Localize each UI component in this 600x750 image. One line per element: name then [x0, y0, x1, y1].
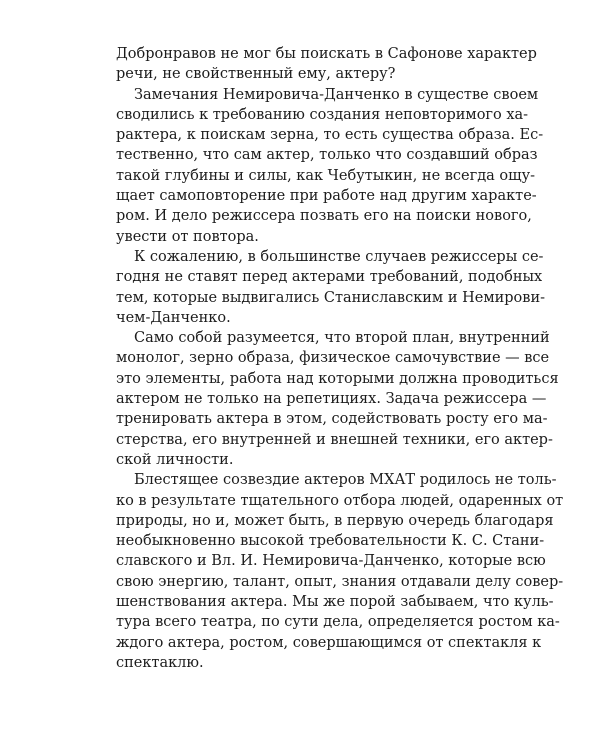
text-line: славского и Вл. И. Немировича-Данченко, которые всю — [116, 553, 546, 570]
text-line: сводились к требованию создания неповторимого ха- — [116, 106, 529, 123]
text-line: спектаклю. — [116, 654, 204, 671]
text-line: природы, но и, может быть, в первую очередь благодаря — [116, 512, 554, 529]
text-line: актером не только на репетициях. Задача режиссера — — [116, 391, 547, 408]
text-line: К сожалению, в большинстве случаев режиссеры се- — [134, 248, 544, 265]
text-line: Блестящее созвездие актеров МХАТ родилось не толь- — [134, 472, 557, 489]
text-line: тественно, что сам актер, только что создавший образ — [116, 147, 538, 164]
body-text — [116, 44, 564, 673]
text-line: рактера, к поискам зерна, то есть существа образа. Ес- — [116, 127, 544, 144]
text-line: чем-Данченко. — [116, 309, 231, 326]
paragraph-3 — [116, 247, 546, 328]
text-line: Добронравов не мог бы поискать в Сафонове характер — [116, 46, 537, 62]
text-line: монолог, зерно образа, физическое самочувствие — все — [116, 350, 550, 367]
text-line: речи, не свойственный ему, актеру? — [116, 66, 396, 83]
text-line: ко в результате тщательного отбора людей, одаренных от — [116, 492, 564, 509]
text-line: Само собой разумеется, что второй план, внутренний — [134, 330, 550, 347]
text-line: ром. И дело режиссера позвать его на поиски нового, — [116, 208, 532, 225]
text-line: тура всего театра, по сути дела, определяется ростом ка- — [116, 614, 560, 631]
paragraph-5 — [116, 470, 564, 673]
text-line: необыкновенно высокой требовательности К. С. Стани- — [116, 533, 545, 550]
text-line: шенствования актера. Мы же порой забываем, что куль- — [116, 594, 554, 611]
paragraph-1 — [116, 44, 537, 85]
text-line: ждого актера, ростом, совершающимся от спектакля к — [116, 634, 542, 651]
text-line: такой глубины и силы, как Чебутыкин, не всегда ощу- — [116, 167, 536, 184]
text-line: увести от повтора. — [116, 228, 259, 245]
paragraph-2 — [116, 85, 544, 247]
text-line: стерства, его внутренней и внешней техники, его актер- — [116, 431, 553, 448]
text-line: щает самоповторение при работе над другим характе- — [116, 188, 537, 205]
text-line: Замечания Немировича-Данченко в существе своем — [134, 86, 539, 103]
text-line: это элементы, работа над которыми должна проводиться — [116, 370, 559, 387]
paragraph-4 — [116, 328, 559, 470]
text-line: годня не ставят перед актерами требований, подобных — [116, 269, 543, 286]
text-line: ской личности. — [116, 451, 234, 468]
text-line: тем, которые выдвигались Станиславским и Немирови- — [116, 289, 546, 306]
text-line: тренировать актера в этом, содействовать росту его ма- — [116, 411, 548, 428]
text-line: свою энергию, талант, опыт, знания отдавали делу совер- — [116, 573, 564, 590]
